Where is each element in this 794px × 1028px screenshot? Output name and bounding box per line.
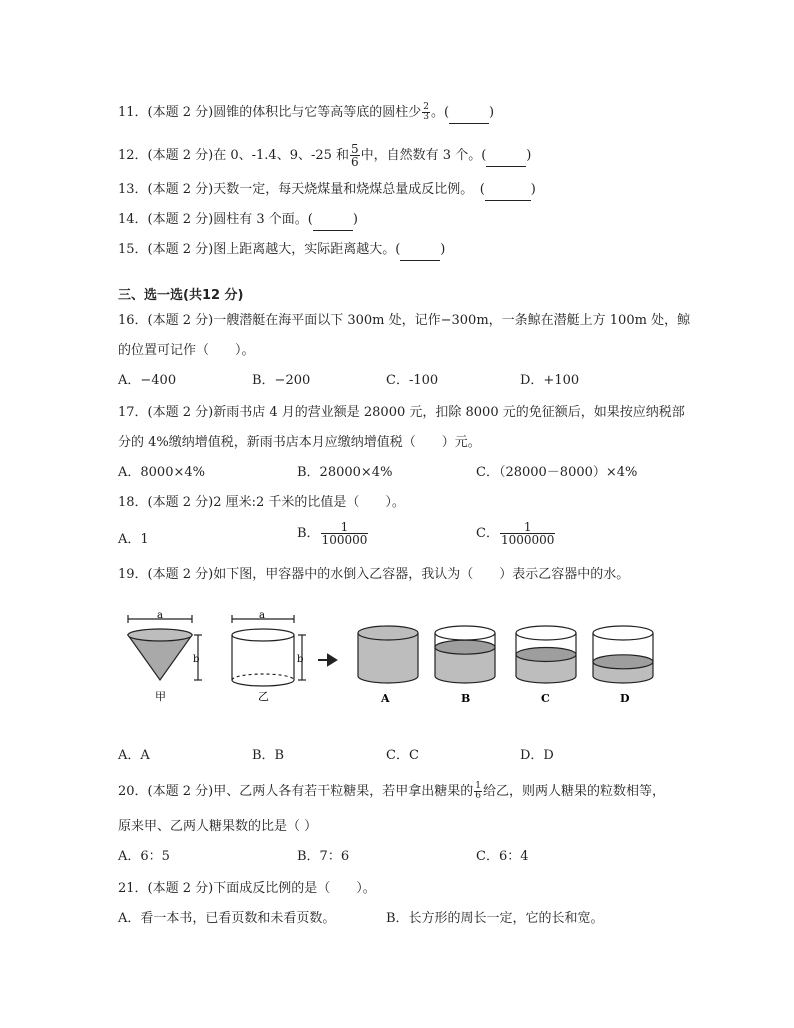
- q20-line2: 原来甲、乙两人糖果数的比是（ ）: [118, 819, 318, 834]
- q12-fraction: $\frac{5}{6}$: [351, 142, 359, 169]
- q13-answer-blank[interactable]: [485, 180, 531, 201]
- q16-line1: 16．(本题 2 分)一艘潜艇在海平面以下 300m 处，记作−300m，一条鲸在潜艇上方 100m 处，鲸: [118, 313, 691, 328]
- water-surface: [593, 655, 653, 669]
- q17-option-b[interactable]: B．28000×4%: [297, 465, 393, 480]
- cylinder-top: [593, 626, 653, 640]
- water-surface: [358, 626, 418, 640]
- question-14: 14．(本题 2 分)圆柱有 3 个面。( ): [118, 210, 358, 231]
- section-title: 三、选一选(共12 分): [118, 288, 244, 303]
- water-surface: [516, 648, 576, 662]
- label-b-cone: b: [193, 654, 200, 665]
- q16-option-a[interactable]: A．−400: [118, 373, 177, 388]
- q20-fraction: $\frac{1}{6}$: [475, 781, 481, 801]
- cone-jia: [128, 615, 202, 680]
- cylinder-option-d: [593, 626, 653, 683]
- fig-label-B: B: [461, 692, 471, 705]
- question-13: 13．(本题 2 分)天数一定，每天烧煤量和烧煤总量成反比例。 ( ): [118, 180, 536, 201]
- q20-option-c[interactable]: C．6：4: [476, 849, 529, 864]
- q18-option-a[interactable]: A．1: [118, 532, 149, 547]
- label-a-cylinder: a: [259, 610, 265, 621]
- q18-option-b[interactable]: B． $\frac{1}{100000}$: [297, 520, 368, 547]
- q16-line2: 的位置可记作（ ）。: [118, 343, 255, 358]
- q20-option-a[interactable]: A．6：5: [118, 849, 170, 864]
- label-b-cylinder: b: [297, 654, 304, 665]
- q17-option-c[interactable]: C．（28000－8000）×4%: [476, 465, 638, 480]
- cylinder-top: [435, 626, 495, 640]
- q16-option-b[interactable]: B．−200: [252, 373, 311, 388]
- fig-label-A: A: [381, 692, 390, 705]
- label-a-cone: a: [157, 610, 163, 621]
- q19-option-d[interactable]: D．D: [520, 748, 554, 763]
- option-cylinders: [358, 626, 653, 683]
- q17-line2: 分的 4%缴纳增值税，新雨书店本月应缴纳增值税（ ）元。: [118, 435, 481, 450]
- question-15: 15．(本题 2 分)图上距离越大，实际距离越大。( ): [118, 240, 445, 261]
- q17-line1: 17．(本题 2 分)新雨书店 4 月的营业额是 28000 元，扣除 8000 元的免征额后，如果按应纳税部: [118, 405, 685, 420]
- q14-answer-blank[interactable]: [313, 210, 353, 231]
- q16-option-c[interactable]: C．-100: [386, 373, 439, 388]
- q11-fraction: $\frac{2}{3}$: [423, 102, 429, 122]
- q17-option-a[interactable]: A．8000×4%: [118, 465, 205, 480]
- q11-text: 11．(本题 2 分)圆锥的体积比与它等高等底的圆柱少: [118, 105, 422, 120]
- q21-line1: 21．(本题 2 分)下面成反比例的是（ ）。: [118, 881, 376, 896]
- q19-option-b[interactable]: B．B: [252, 748, 285, 763]
- q12-answer-blank[interactable]: [486, 146, 526, 167]
- q20-line1: 20．(本题 2 分)甲、乙两人各有若干粒糖果，若甲拿出糖果的 $\frac{1}{6}$ 给乙，则两人糖果的粒数相等，: [118, 781, 665, 801]
- q21-option-b[interactable]: B．长方形的周长一定，它的长和宽。: [386, 911, 604, 926]
- cylinder-option-a: [358, 626, 418, 683]
- question-11: 11．(本题 2 分)圆锥的体积比与它等高等底的圆柱少 $\frac{2}{3}$ 。( ): [118, 102, 495, 122]
- question-12: 12．(本题 2 分)在 0、-1.4、9、-25 和 $\frac{5}{6}$ 中，自然数有 3 个。( ): [118, 142, 532, 169]
- q20-option-b[interactable]: B．7：6: [297, 849, 350, 864]
- q18-option-c[interactable]: C． $\frac{1}{1000000}$: [476, 520, 555, 547]
- q21-option-a[interactable]: A．看一本书，已看页数和未看页数。: [118, 911, 336, 926]
- fig-label-C: C: [541, 692, 550, 705]
- fig-label-D: D: [620, 692, 630, 705]
- q19-figure: [0, 610, 794, 720]
- q19-option-c[interactable]: C．C: [386, 748, 419, 763]
- cylinder-yi: [232, 615, 306, 686]
- q18-line1: 18．(本题 2 分)2 厘米:2 千米的比值是（ ）。: [118, 495, 405, 510]
- q19-line1: 19．(本题 2 分)如下图，甲容器中的水倒入乙容器，我认为（ ）表示乙容器中的水。: [118, 567, 630, 582]
- cylinder-option-b: [435, 626, 495, 683]
- cylinder-top: [516, 626, 576, 640]
- q19-option-a[interactable]: A．A: [118, 748, 150, 763]
- arrow-icon: [318, 655, 336, 665]
- q11-answer-blank[interactable]: [449, 103, 489, 124]
- water-surface: [435, 640, 495, 654]
- q15-answer-blank[interactable]: [400, 240, 440, 261]
- label-yi: 乙: [258, 690, 269, 703]
- q16-option-d[interactable]: D．+100: [520, 373, 580, 388]
- label-jia: 甲: [155, 690, 166, 703]
- cylinder-option-c: [516, 626, 576, 683]
